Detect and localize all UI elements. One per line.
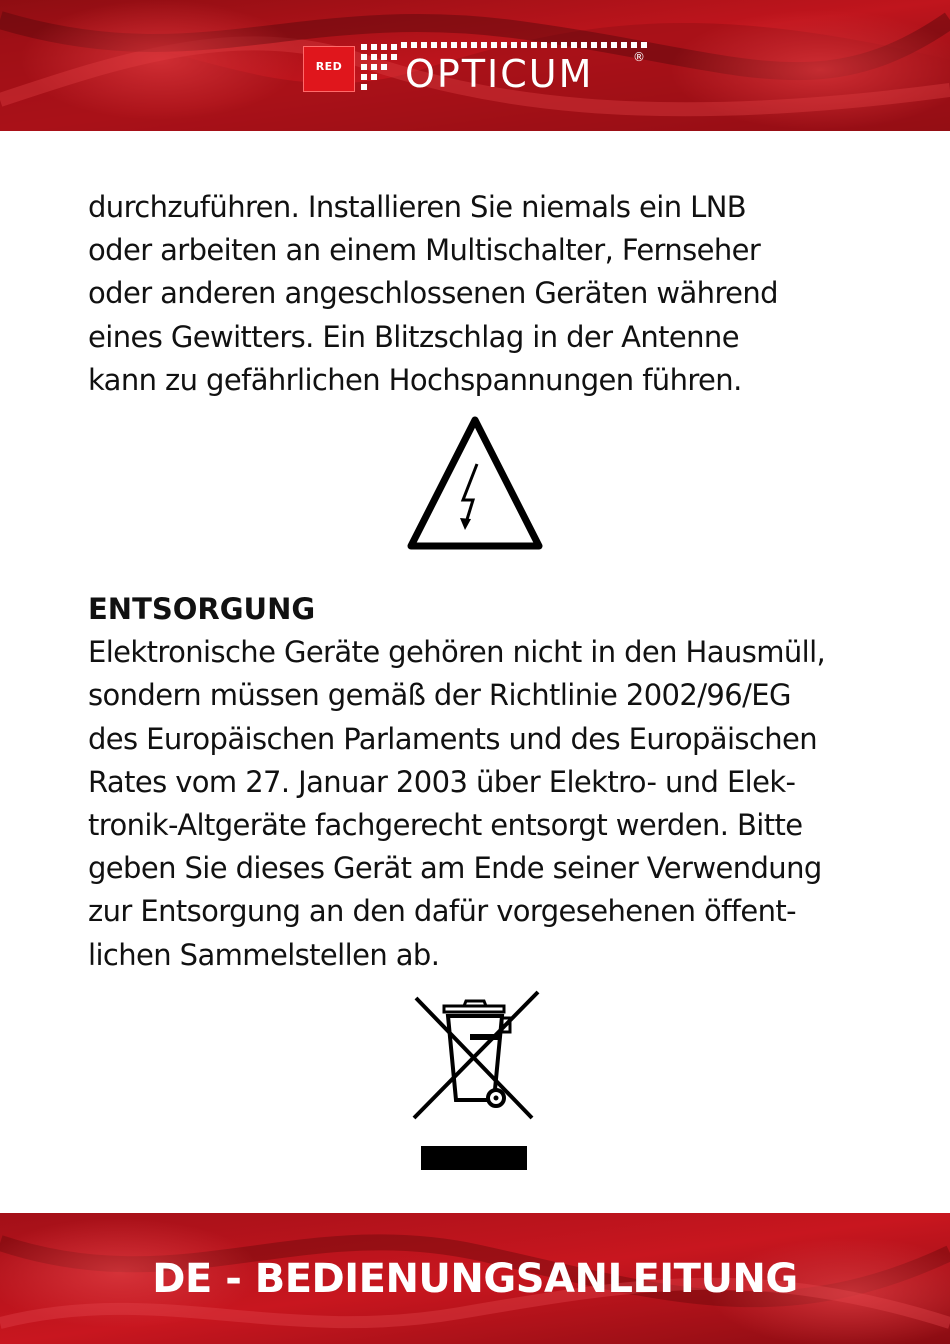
text-line: kann zu gefährlichen Hochspannungen führen. [88,362,742,397]
logo-dot-pattern-icon [359,40,405,92]
logo-registered-mark: ® [633,50,645,64]
manual-title: DE - BEDIENUNGSANLEITUNG [152,1256,798,1302]
text-line: lichen Sammelstellen ab. [88,937,440,972]
logo-wordmark: OPTICUM [405,52,594,96]
high-voltage-warning-icon [405,414,545,552]
crossed-out-wheelie-bin-icon [408,988,544,1174]
lightning-warning-paragraph [88,186,888,402]
text-line: Rates vom 27. Januar 2003 über Elektro- und Elek- [88,764,796,799]
text-line: tronik-Altgeräte fachgerecht entsorgt werden. Bitte [88,808,803,843]
logo-badge-text: RED [315,60,343,73]
text-line: oder anderen angeschlossenen Geräten während [88,276,778,311]
disposal-paragraph [88,631,888,977]
brand-logo [303,38,663,98]
text-line: Elektronische Geräte gehören nicht in den Hausmüll, [88,635,826,670]
header-band [0,0,950,131]
text-line: geben Sie dieses Gerät am Ende seiner Verwendung [88,851,822,886]
text-line: oder arbeiten an einem Multischalter, Fernseher [88,233,761,268]
text-line: zur Entsorgung an den dafür vorgesehenen öffent- [88,894,796,929]
text-line: des Europäischen Parlaments und des Europäischen [88,721,818,756]
manual-content [88,186,888,977]
logo-dot-row-icon [401,40,651,50]
text-line: sondern müssen gemäß der Richtlinie 2002/96/EG [88,678,791,713]
weee-black-bar [421,1146,527,1170]
text-line: durchzuführen. Installieren Sie niemals ein LNB [88,190,747,224]
section-heading: ENTSORGUNG [88,592,316,627]
text-line: eines Gewitters. Ein Blitzschlag in der Antenne [88,319,739,354]
